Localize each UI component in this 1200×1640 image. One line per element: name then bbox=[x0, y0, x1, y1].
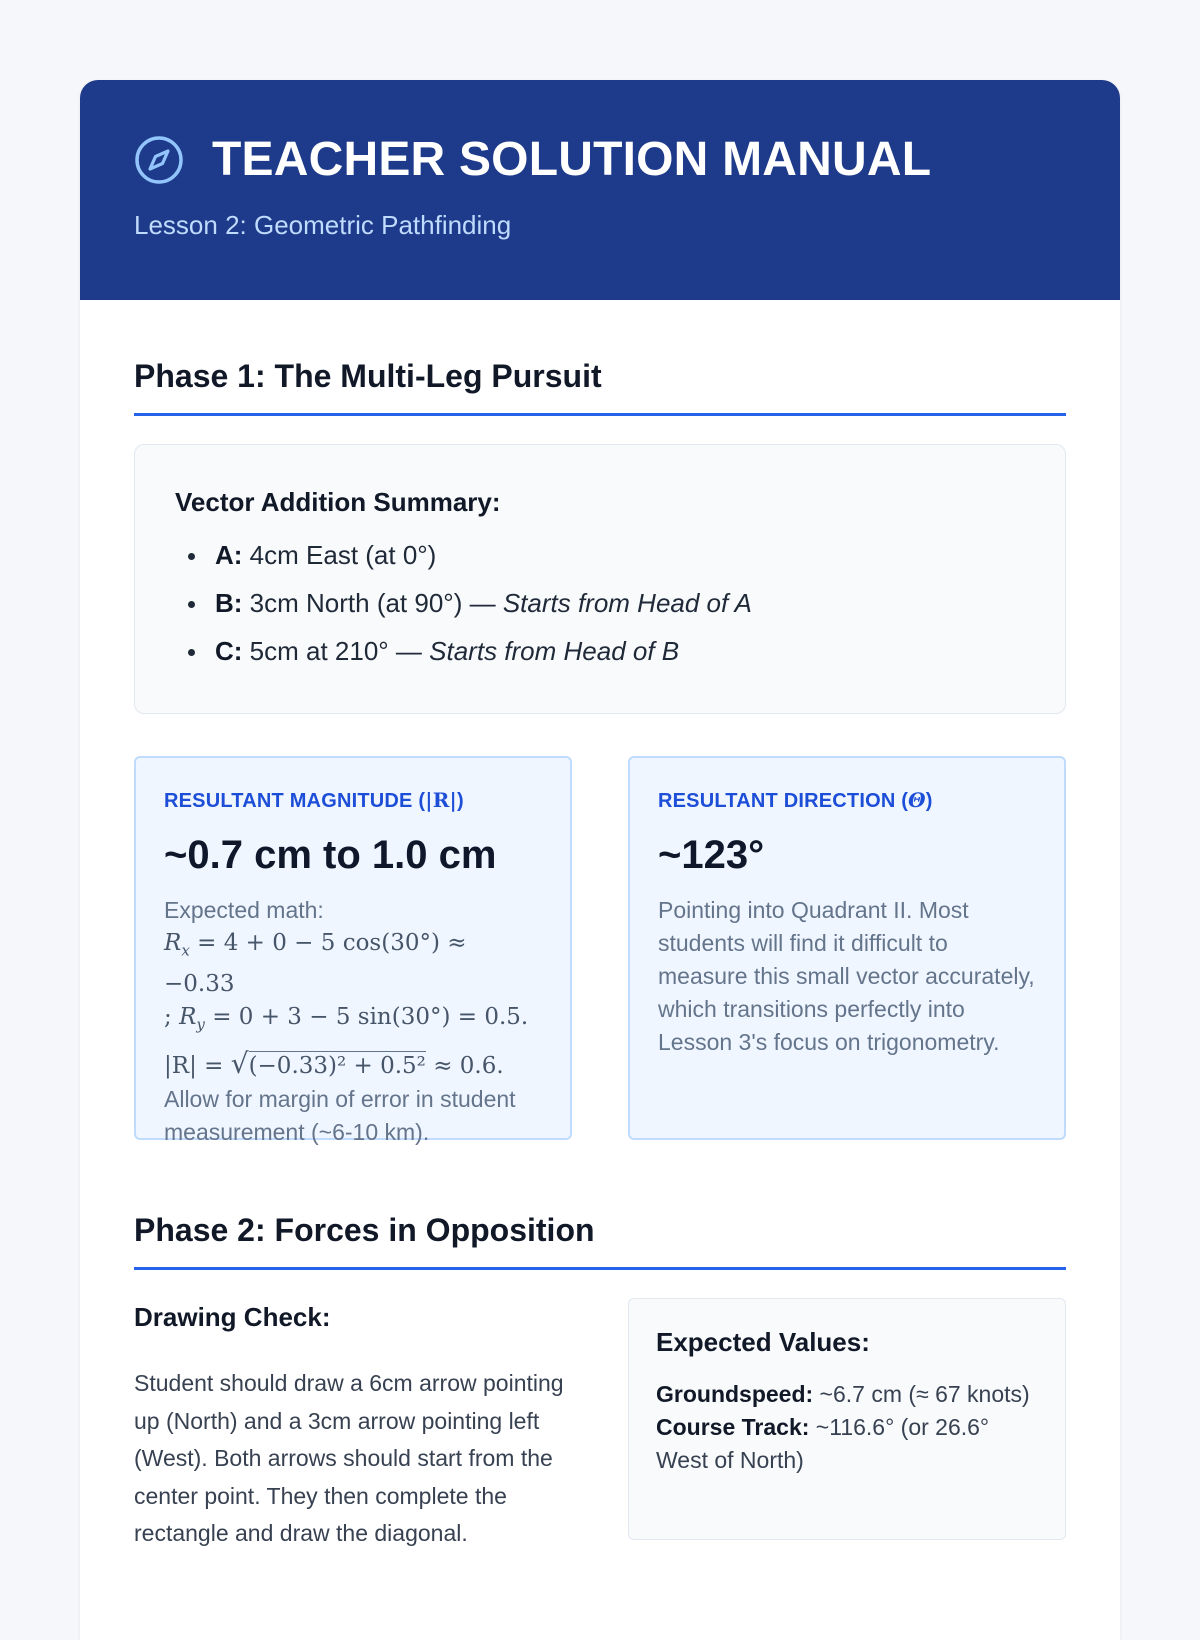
direction-value: ~123° bbox=[658, 833, 765, 877]
result-row bbox=[134, 756, 1066, 1146]
phase2-title: Phase 2: Forces in Opposition bbox=[134, 1212, 1066, 1270]
vector-desc: 3cm North (at 90°) — bbox=[249, 588, 503, 618]
vector-note: Starts from Head of B bbox=[429, 636, 680, 666]
magnitude-explanation bbox=[164, 894, 542, 1149]
vector-summary-label: Vector Addition Summary: bbox=[175, 487, 501, 517]
vector-summary-box bbox=[134, 444, 1066, 714]
vector-name: A: bbox=[215, 540, 243, 570]
lesson-subtitle: Lesson 2: Geometric Pathfinding bbox=[134, 210, 512, 240]
compass-icon bbox=[134, 135, 184, 185]
direction-label: RESULTANT DIRECTION (Θ) bbox=[658, 788, 933, 812]
list-item bbox=[175, 636, 1025, 667]
r-equation: |R| = √(−0.33)² + 0.5² ≈ 0.6. bbox=[164, 1047, 504, 1081]
margin-note: Allow for margin of error in student measurement (~6-10 km). bbox=[164, 1086, 516, 1146]
vector-name: B: bbox=[215, 588, 243, 618]
page-title: TEACHER SOLUTION MANUAL bbox=[212, 133, 932, 186]
direction-box bbox=[628, 756, 1066, 1140]
magnitude-box bbox=[134, 756, 572, 1146]
direction-explanation: Pointing into Quadrant II. Most students will find it difficult to measure this small vector accurately, which transitions perfectly into Lesson 3's focus on trigonometry. bbox=[658, 897, 1035, 1055]
expected-math-intro: Expected math: bbox=[164, 897, 324, 923]
drawing-check-text: Student should draw a 6cm arrow pointing up (North) and a 3cm arrow pointing left (West). Both arrows should start from the center point. They then complete the rectangle and draw the diagonal. bbox=[134, 1370, 564, 1546]
magnitude-label: RESULTANT MAGNITUDE (|R|) bbox=[164, 788, 464, 812]
content bbox=[80, 358, 1120, 1553]
list-item bbox=[175, 588, 1025, 619]
course-track-line: Course Track: ~116.6° (or 26.6° West of North) bbox=[656, 1414, 990, 1473]
magnitude-value: ~0.7 cm to 1.0 cm bbox=[164, 833, 497, 877]
vector-note: Starts from Head of A bbox=[502, 588, 752, 618]
ry-equation: ; $R_y = 0 + 3 - 5$ sin(30°) = 0.5. bbox=[164, 1003, 529, 1034]
title-row bbox=[134, 132, 931, 187]
expected-values-box bbox=[628, 1298, 1066, 1540]
phase1-title: Phase 1: The Multi-Leg Pursuit bbox=[134, 358, 1066, 416]
magnitude-symbol: |R| bbox=[425, 788, 457, 812]
page-header bbox=[80, 80, 1120, 300]
groundspeed-line: Groundspeed: ~6.7 cm (≈ 67 knots) bbox=[656, 1381, 1030, 1407]
vector-desc: 5cm at 210° — bbox=[249, 636, 430, 666]
rx-equation: $R_x = 4 + 0 - 5$ cos(30°) ≈ −0.33 bbox=[164, 930, 467, 997]
drawing-check bbox=[134, 1298, 584, 1553]
vector-name: C: bbox=[215, 636, 243, 666]
phase2-row bbox=[134, 1298, 1066, 1553]
drawing-check-label: Drawing Check: bbox=[134, 1302, 331, 1332]
expected-values-label: Expected Values: bbox=[656, 1327, 870, 1357]
direction-symbol: Θ bbox=[908, 788, 926, 812]
list-item bbox=[175, 540, 1025, 571]
solution-card bbox=[80, 80, 1120, 1640]
vector-list bbox=[175, 540, 1025, 667]
vector-desc: 4cm East (at 0°) bbox=[249, 540, 437, 570]
